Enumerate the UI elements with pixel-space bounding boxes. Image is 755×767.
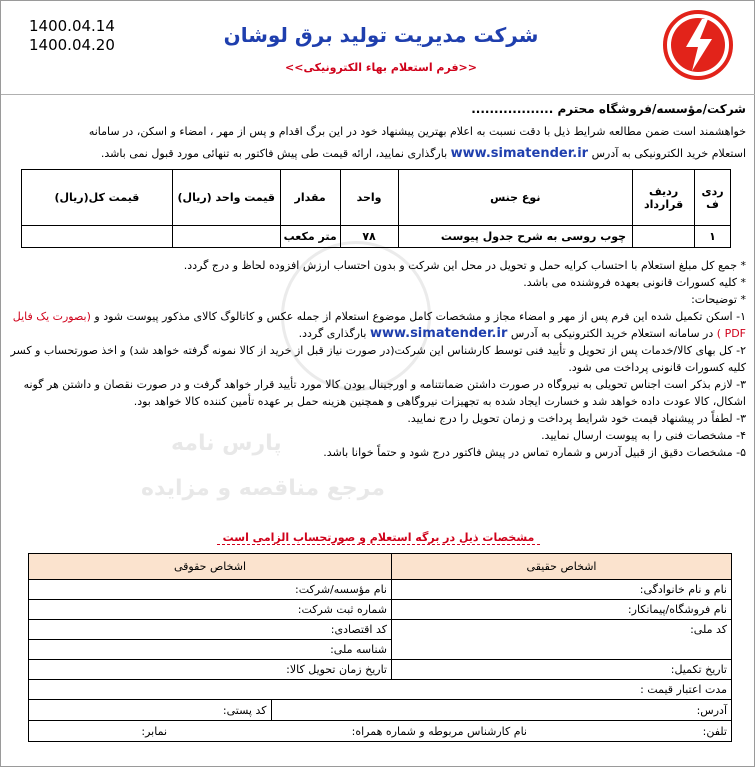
cell-unit-price[interactable]: [172, 226, 280, 248]
company-name-field[interactable]: نام مؤسسه/شرکت:: [29, 580, 392, 600]
form-title: <<فرم استعلام بهاء الکترونیکی>>: [285, 61, 477, 74]
header-unit-price: قیمت واحد (ریال): [172, 170, 280, 226]
national-code-field[interactable]: کد ملی:: [392, 620, 732, 660]
contact-row: [29, 721, 732, 742]
note-4-a: ۱- اسکن تکمیل شده این فرم پس از مهر و امضاء مجاز و مشخصات کامل موضوع استعلام از جمله عکس و کاتالوگ کالای مذکور پیوست شود و: [90, 310, 746, 323]
note-4: [9, 308, 746, 342]
national-id-field[interactable]: شناسه ملی:: [29, 640, 392, 660]
info-section-title-text: مشخصات ذیل در برگه استعلام و صورتحساب الزامی است: [217, 531, 541, 545]
intro-line-1: خواهشمند است ضمن مطالعه شرایط ذیل با دقت نسبت به اعلام بهترین پیشنهاد خود در این برگ اقدام و پس از مهر ، امضاء و اسکن، در سامانه: [88, 125, 746, 138]
header-row-number: ردی ف: [695, 170, 731, 226]
note-9: ۵- مشخصات دقیق از قبیل آدرس و شماره تماس در پیش فاکتور درج شود و حتماً خوانا باشد.: [323, 446, 746, 459]
cell-row-number: ۱: [695, 226, 731, 248]
header-quantity: مقدار: [280, 170, 340, 226]
header-unit: واحد: [340, 170, 398, 226]
site-link[interactable]: www.simatender.ir: [450, 146, 589, 161]
company-logo: [662, 9, 734, 81]
note-3: * توضیحات:: [691, 293, 746, 306]
deadline-date: 1400.04.20: [29, 36, 115, 54]
table-row: [22, 226, 731, 248]
registration-number-field[interactable]: شماره ثبت شرکت:: [29, 600, 392, 620]
intro-line-2: [9, 145, 746, 162]
note-6: ۳- لازم بذکر است اجناس تحویلی به نیروگاه در صورت داشتن ضمانتنامه و اورجینال بودن کالا مورد تأیید قرار خواهد گرفت و در صورت نقصان و داشتن هر گونه اشکال، کالا عودت داده خواهد شد و خسارت ایجاد شده به تجهیزات نیروگاهی و همچنین هزینه حمل بر عهده تأمین کننده کالا خواهد بود.: [23, 378, 746, 408]
table-row: [29, 660, 732, 680]
form-header: [1, 1, 755, 96]
note-4-site-link[interactable]: www.simatender.ir: [369, 326, 508, 341]
note-7: ۳- لطفاً در پیشنهاد قیمت خود شرایط پرداخت و زمان تحویل را درج نمایید.: [407, 412, 746, 425]
table-row: [29, 620, 732, 640]
note-8: ۴- مشخصات فنی را به پیوست ارسال نمایید.: [541, 429, 746, 442]
price-validity-field[interactable]: مدت اعتبار قیمت :: [29, 680, 732, 700]
date-block: [29, 17, 115, 55]
address-row: [29, 700, 732, 721]
fax-field[interactable]: نمابر:: [141, 724, 167, 738]
items-header-row: [22, 170, 731, 226]
contact-subtable: [29, 721, 731, 741]
expert-field[interactable]: نام کارشناس مربوطه و شماره همراه:: [351, 724, 527, 738]
note-5: ۲- کل بهای کالا/خدمات پس از تحویل و تأیید فنی توسط کارشناس این شرکت(در صورت نیاز قبل از خرید از کالا نمونه گرفته خواهد شد) و اخذ صورتحساب و کسر کلیه کسورات قانونی پرداخت می شود.: [10, 344, 746, 374]
greeting: شرکت/مؤسسه/فروشگاه محترم ..................: [471, 102, 746, 116]
economic-code-field[interactable]: کد اقتصادی:: [29, 620, 392, 640]
cell-description: چوب روسی به شرح جدول پیوست: [398, 226, 633, 248]
watermark-line-1: پارس نامه: [171, 431, 282, 456]
full-name-field[interactable]: نام و نام خانوادگی:: [392, 580, 732, 600]
address-subtable: [29, 700, 731, 720]
table-row: [29, 580, 732, 600]
info-header-row: [29, 554, 732, 580]
watermark-line-2: مرجع مناقصه و مزایده: [141, 476, 385, 501]
company-name: شرکت مدیریت تولید برق لوشان: [223, 23, 539, 47]
address-field[interactable]: آدرس:: [271, 700, 731, 720]
issue-date: 1400.04.14: [29, 17, 115, 35]
delivery-time-field[interactable]: تاریخ زمان تحویل کالا:: [29, 660, 392, 680]
note-1: * جمع کل مبلغ استعلام با احتساب کرایه حمل و تحویل در محل این شرکت و بدون احتساب ارزش افزوده لحاظ و درج گردد.: [183, 259, 746, 272]
notes-block: [9, 257, 746, 461]
header-natural-persons: اشخاص حقیقی: [392, 554, 732, 580]
cell-contract-row[interactable]: [633, 226, 695, 248]
note-4-b: در سامانه استعلام خرید الکترونیکی به آدرس: [507, 327, 717, 340]
intro-line-2-end: بارگذاری نمایید، ارائه قیمت طی پیش فاکتور به تنهائی مورد قبول نمی باشد.: [100, 147, 451, 160]
table-row: [29, 700, 732, 721]
header-contract-row: ردیف قرارداد: [633, 170, 695, 226]
intro-line-2-start: استعلام خرید الکترونیکی به آدرس: [588, 147, 746, 160]
phone-field[interactable]: تلفن:: [702, 724, 727, 738]
postal-code-field[interactable]: کد پستی:: [222, 703, 267, 717]
header-description: نوع جنس: [398, 170, 633, 226]
header-legal-persons: اشخاص حقوقی: [29, 554, 392, 580]
note-4-pdf: (بصورت یک فایل PDF ): [12, 310, 746, 340]
header-divider: [1, 94, 755, 95]
note-4-c: بارگذاری گردد.: [298, 327, 370, 340]
items-table: [21, 169, 731, 248]
info-section-title: [1, 531, 755, 544]
store-name-field[interactable]: نام فروشگاه/پیمانکار:: [392, 600, 732, 620]
table-row: [29, 600, 732, 620]
header-total-price: قیمت کل(ریال): [22, 170, 173, 226]
info-table: [28, 553, 732, 742]
cell-total-price[interactable]: [22, 226, 173, 248]
table-row: [29, 680, 732, 700]
cell-unit: ۷۸: [340, 226, 398, 248]
cell-quantity: متر مکعب: [280, 226, 340, 248]
table-row: [29, 721, 732, 742]
note-2: * کلیه کسورات قانونی بعهده فروشنده می باشد.: [523, 276, 746, 289]
completion-date-field[interactable]: تاریخ تکمیل:: [392, 660, 732, 680]
